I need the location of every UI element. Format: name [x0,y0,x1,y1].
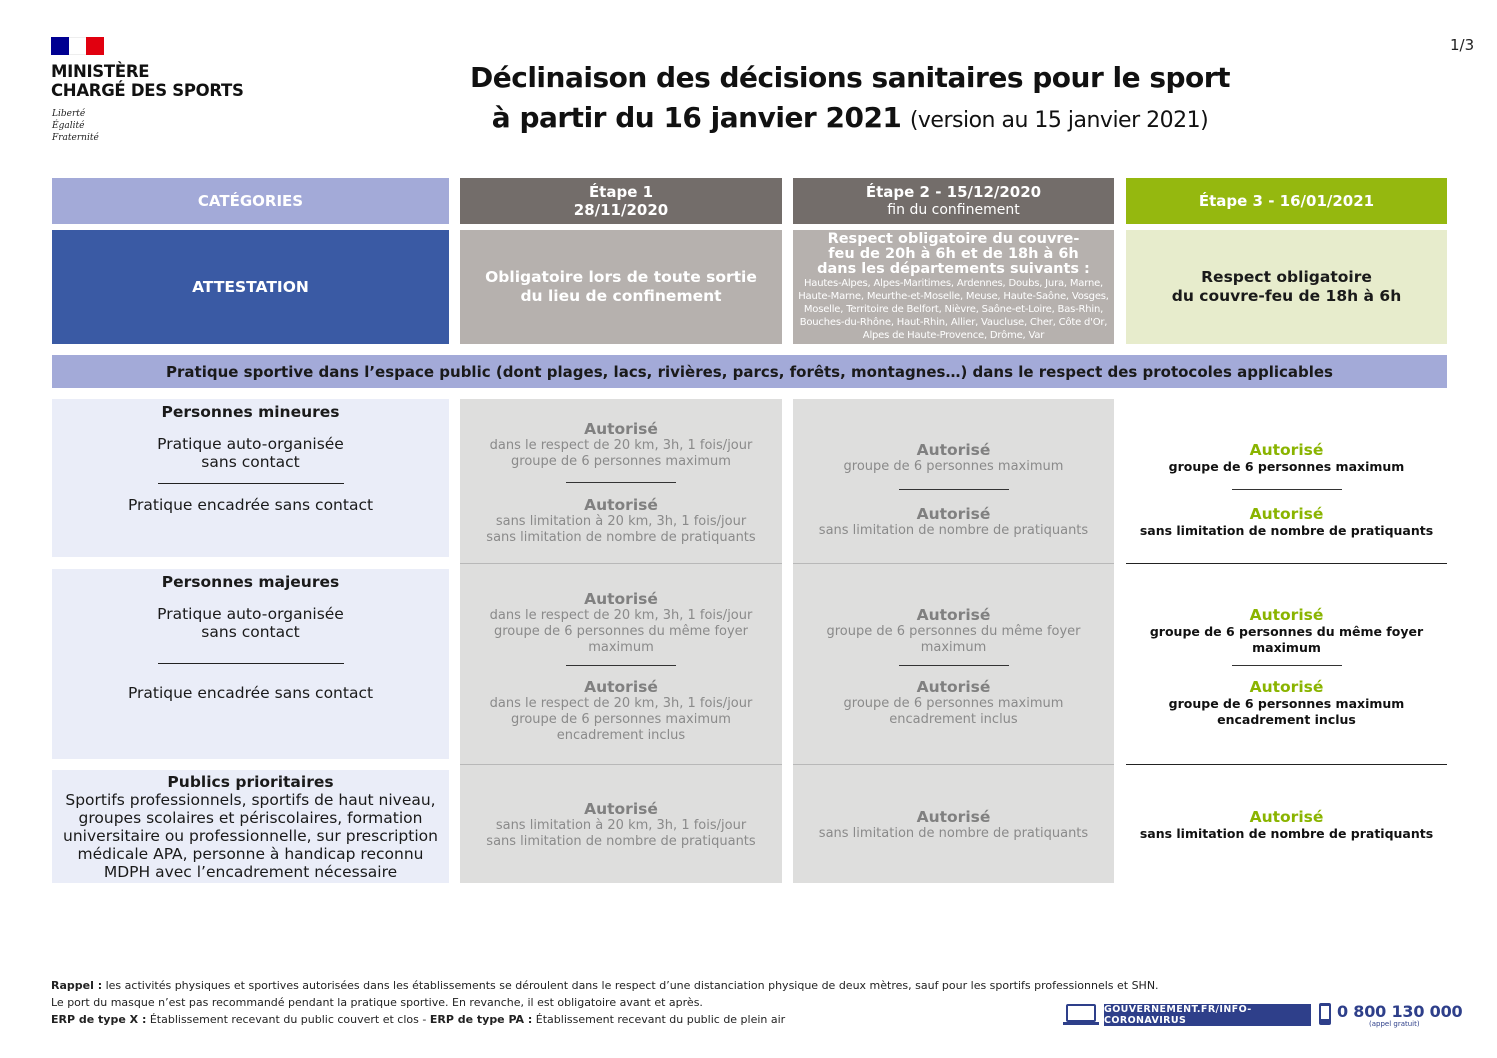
motto-egalite: Égalité [52,121,85,131]
attestation-etape2 [793,230,1114,344]
republic-motto [52,108,99,144]
mineurs-auto-line2: sans contact [201,453,300,471]
laptop-icon [1062,1004,1100,1026]
majeurs-e3-enc-l1: groupe de 6 personnes maximum [1168,696,1405,711]
majeurs-separator [158,663,344,664]
public-space-banner-text: Pratique sportive dans l’espace public (dont plages, lacs, rivières, parcs, forêts, montagnes…) dans le respect des protocoles applicables [166,362,1333,381]
prioritaires-desc-l5: MDPH avec l’encadrement nécessaire [103,862,398,881]
footnote-erp [51,1013,785,1027]
etape1-row-divider-1 [460,563,782,564]
mineurs-e2-auto-l1: groupe de 6 personnes maximum [843,459,1064,474]
mineurs-e1-auto-l1: dans le respect de 20 km, 3h, 1 fois/jour [489,438,753,453]
prioritaires-e2-l1: sans limitation de nombre de pratiquants [818,826,1089,841]
prioritaires-e1-l1: sans limitation à 20 km, 3h, 1 fois/jour [495,818,747,833]
erp-x-text: Établissement recevant du public couvert et clos - [149,1013,430,1026]
majeurs-e2-separator [899,665,1009,666]
prioritaires-desc-l4: médicale APA, personne à handicap reconnu [77,844,424,863]
prioritaires-etape3 [1126,808,1447,842]
mineurs-label [52,399,449,557]
ministry-line-1: MINISTÈRE [51,62,150,81]
majeurs-etape1 [460,590,782,744]
mineurs-title: Personnes mineures [161,403,340,421]
subtitle-version: (version au 15 janvier 2021) [909,108,1209,133]
prioritaires-e3-l1: sans limitation de nombre de pratiquants [1139,826,1434,841]
erp-pa-label: ERP de type PA : [429,1013,533,1026]
majeurs-etape3 [1126,606,1447,728]
majeurs-e1-auto-status: Autorisé [584,590,658,608]
etape1-header [460,178,782,224]
majeurs-etape2 [793,606,1114,728]
mineurs-e1-enc-l1: sans limitation à 20 km, 3h, 1 fois/jour [495,514,747,529]
majeurs-e2-enc-l1: groupe de 6 personnes maximum [843,696,1064,711]
etape2-row-divider-2 [793,764,1114,765]
page-subtitle [420,101,1280,134]
mineurs-auto-line1: Pratique auto-organisée [157,435,344,453]
majeurs-label [52,569,449,759]
erp-pa-text: Établissement recevant du public de plein air [535,1013,786,1026]
mineurs-e3-enc-l1: sans limitation de nombre de pratiquants [1139,523,1434,538]
flag-blue-band [51,37,69,55]
rappel-label: Rappel : [51,979,103,992]
masque-text: Le port du masque n’est pas recommandé pendant la pratique sportive. En revanche, il est obligatoire avant et après. [51,996,703,1009]
attestation-etape1-text: Obligatoire lors de toute sortie du lieu de confinement [485,268,757,305]
etape2-header-subtitle: fin du confinement [887,202,1020,218]
categories-header-label: CATÉGORIES [197,192,304,210]
mineurs-etape3 [1126,441,1447,539]
majeurs-e1-enc-l2: groupe de 6 personnes maximum [511,712,731,727]
majeurs-title: Personnes majeures [161,573,340,591]
mineurs-e2-enc-l1: sans limitation de nombre de pratiquants [818,523,1089,538]
motto-fraternite: Fraternité [52,133,99,143]
majeurs-e3-enc-l2: encadrement inclus [1217,712,1356,727]
flag-red-band [86,37,104,55]
motto-liberte: Liberté [52,109,86,119]
majeurs-e2-auto-l1: groupe de 6 personnes du même foyer [826,624,1081,639]
prioritaires-title: Publics prioritaires [167,772,334,791]
hotline-note: (appel gratuit) [1369,1020,1420,1028]
prioritaires-e1-status: Autorisé [584,800,658,818]
public-space-banner [52,355,1447,388]
gov-info-link-text: GOUVERNEMENT.FR/INFO-CORONAVIRUS [1104,1004,1252,1026]
flag-white-band [69,37,87,55]
ministry-name [51,62,244,100]
prioritaires-e1-l2: sans limitation de nombre de pratiquants [486,834,756,849]
majeurs-e3-separator [1232,665,1342,666]
gov-info-link[interactable] [1104,1004,1311,1026]
subtitle-date: à partir du 16 janvier 2021 [491,101,902,134]
mineurs-e2-enc-status: Autorisé [916,505,991,523]
etape3-row-divider-1 [1126,563,1447,564]
prioritaires-e2-status: Autorisé [916,808,991,826]
mineurs-e1-enc-status: Autorisé [584,496,658,514]
attestation-etape3-line2: du couvre-feu de 18h à 6h [1171,287,1402,305]
majeurs-e2-auto-l2: maximum [920,640,987,655]
majeurs-e1-auto-l2: groupe de 6 personnes du même foyer [493,624,749,639]
hotline-number[interactable]: 0 800 130 000 [1337,1002,1463,1021]
etape1-row-divider-2 [460,764,782,765]
majeurs-e1-auto-l3: maximum [588,640,654,655]
majeurs-auto-line2: sans contact [201,623,300,641]
majeurs-e1-auto-l1: dans le respect de 20 km, 3h, 1 fois/jour [489,608,753,623]
attestation-etape3 [1126,230,1447,344]
majeurs-e1-enc-l1: dans le respect de 20 km, 3h, 1 fois/jour [489,696,753,711]
mineurs-e1-auto-l2: groupe de 6 personnes maximum [511,454,731,469]
prioritaires-etape1 [460,800,782,850]
etape2-header-title: Étape 2 - 15/12/2020 [865,183,1042,201]
mineurs-e1-auto-status: Autorisé [584,420,658,438]
prioritaires-desc-l2: groupes scolaires et périscolaires, formation [78,808,423,827]
mineurs-etape1 [460,420,782,546]
mineurs-e1-separator [566,482,676,483]
etape2-row-divider-1 [793,563,1114,564]
republic-flag-logo [51,37,104,55]
prioritaires-desc-l1: Sportifs professionnels, sportifs de haut niveau, [65,790,436,809]
majeurs-e2-enc-l2: encadrement inclus [889,712,1018,727]
footnote-masque [51,996,703,1010]
mineurs-encadree: Pratique encadrée sans contact [127,496,374,514]
mineurs-e3-separator [1232,489,1342,490]
etape3-row-divider-2 [1126,764,1447,765]
footnote-rappel [51,979,1159,993]
erp-x-label: ERP de type X : [51,1013,147,1026]
attestation-etape2-heading: Respect obligatoire du couvre-feu de 20h à 6h et de 18h à 6h dans les départements suivants : [817,231,1090,277]
etape2-header [793,178,1114,224]
prioritaires-e3-status: Autorisé [1249,808,1324,826]
majeurs-auto-line1: Pratique auto-organisée [157,605,344,623]
etape1-header-title: Étape 1 [588,183,654,201]
attestation-label-text: ATTESTATION [192,278,309,296]
categories-header [52,178,449,224]
rappel-text: les activités physiques et sportives autorisées dans les établissements se déroulent dans le respect d’une distanciation physique de deux mètres, sauf pour les sportifs professionnels et SHN. [105,979,1159,992]
page-title: Déclinaison des décisions sanitaires pour le sport [470,61,1230,94]
majeurs-encadree: Pratique encadrée sans contact [127,684,374,702]
majeurs-e1-separator [566,665,676,666]
etape3-header-title: Étape 3 - 16/01/2021 [1198,192,1375,210]
mineurs-e3-enc-status: Autorisé [1249,505,1324,523]
mineurs-e1-enc-l2: sans limitation de nombre de pratiquants [486,530,756,545]
majeurs-e1-enc-status: Autorisé [584,678,658,696]
etape3-header [1126,178,1447,224]
mineurs-e3-auto-status: Autorisé [1249,441,1324,459]
majeurs-e3-enc-status: Autorisé [1249,678,1324,696]
attestation-etape3-line1: Respect obligatoire [1201,268,1372,286]
majeurs-e3-auto-status: Autorisé [1249,606,1324,624]
page-number: 1/3 [1450,36,1475,54]
mineurs-etape2 [793,441,1114,539]
phone-icon [1318,1002,1332,1026]
majeurs-e3-auto-l1: groupe de 6 personnes du même foyer [1149,624,1424,639]
prioritaires-label [52,770,449,883]
prioritaires-etape2 [793,808,1114,842]
ministry-line-2: CHARGÉ DES SPORTS [51,81,244,100]
attestation-etape2-departments: Hautes-Alpes, Alpes-Maritimes, Ardennes, Doubs, Jura, Marne, Haute-Marne, Meurthe-et-Moselle, Meuse, Haute-Saône, Vosges, Moselle, Territoire de Belfort, Nièvre, Saône-et-Loire, Bas-Rhin, Bouches-du-Rhône, Haut-Rhin, Allier, Vaucluse, Cher, Côte d'Or, Alpes de Haute-Provence, Drôme, Var [798,278,1109,341]
mineurs-e2-auto-status: Autorisé [916,441,991,459]
majeurs-e1-enc-l3: encadrement inclus [556,728,686,743]
attestation-label [52,230,449,344]
majeurs-e2-auto-status: Autorisé [916,606,991,624]
majeurs-e3-auto-l2: maximum [1252,640,1321,655]
attestation-etape1 [460,230,782,344]
mineurs-e3-auto-l1: groupe de 6 personnes maximum [1168,459,1405,474]
etape1-header-date: 28/11/2020 [573,201,669,219]
prioritaires-desc-l3: universitaire ou professionnelle, sur prescription [63,826,438,845]
mineurs-e2-separator [899,489,1009,490]
mineurs-separator [158,483,344,484]
majeurs-e2-enc-status: Autorisé [916,678,991,696]
